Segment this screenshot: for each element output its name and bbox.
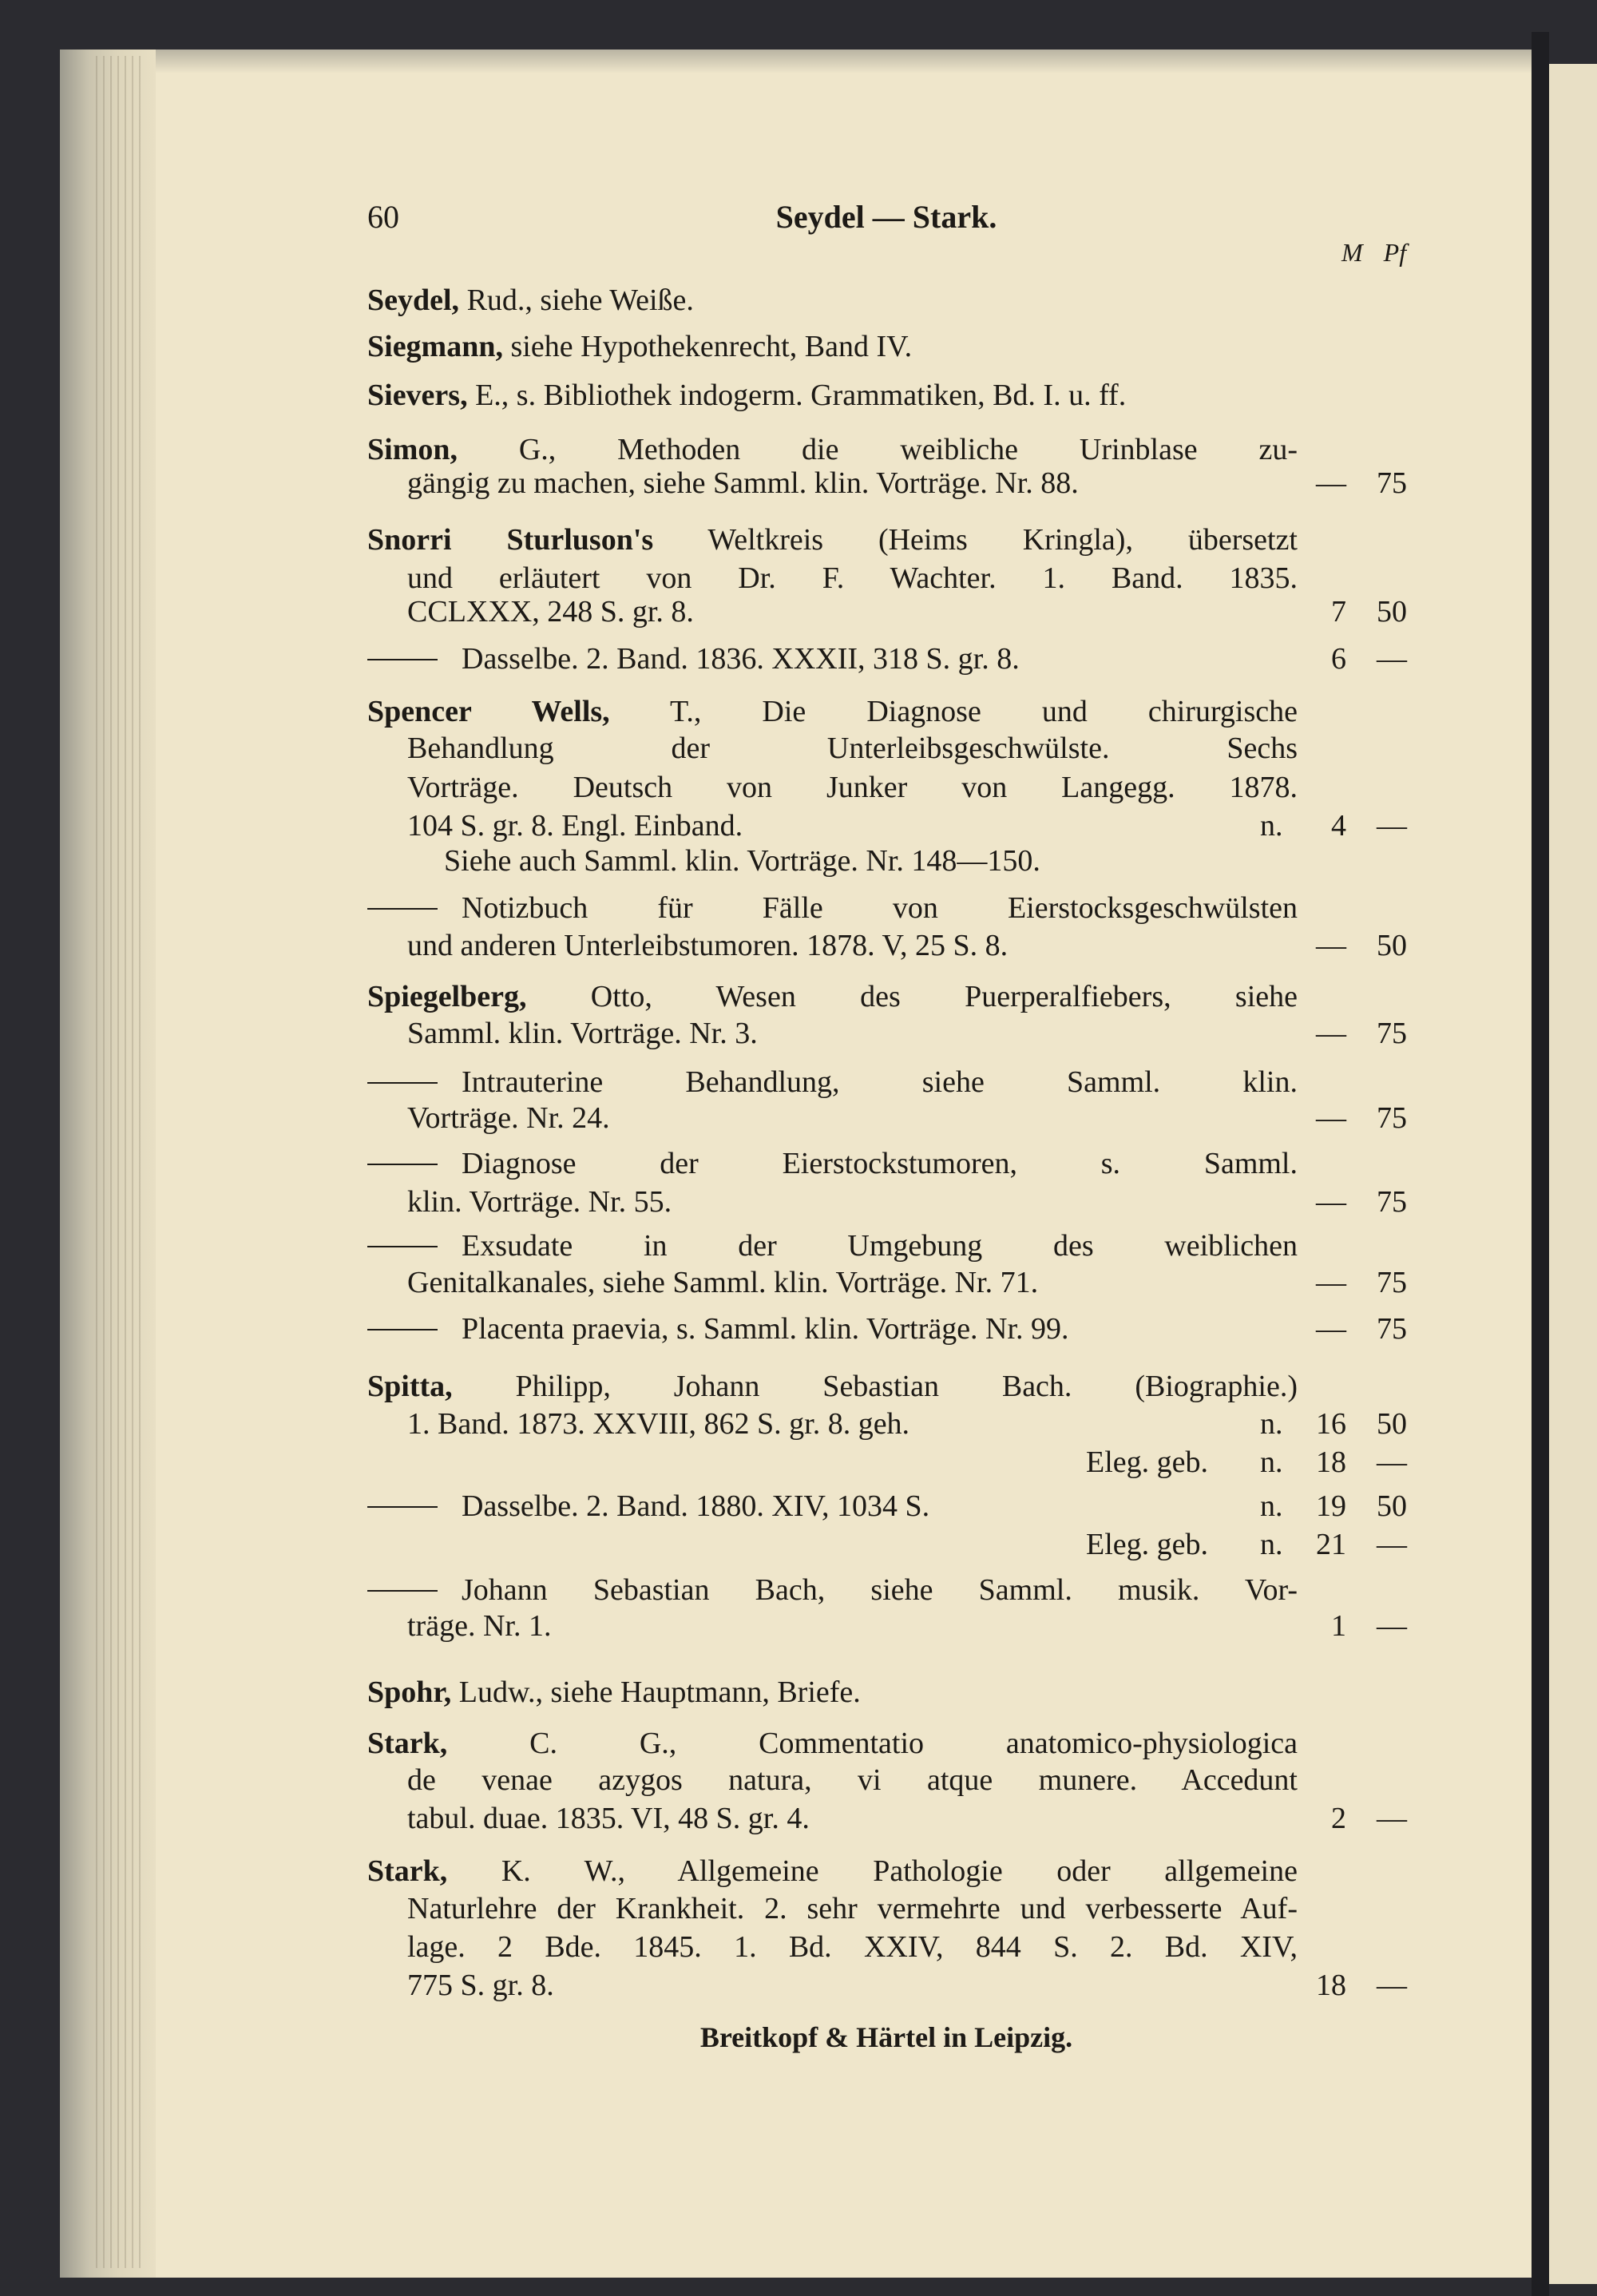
price-pfennig: 75: [1377, 1101, 1407, 1135]
entry-text: G., Methoden die weibliche Urinblase zu-: [457, 433, 1298, 466]
price-mark: 2: [1331, 1802, 1346, 1835]
entry-text: und anderen Unterleibstumoren. 1878. V, 25 S. 8.: [407, 929, 1009, 962]
entry-text: 1. Band. 1873. XXVIII, 862 S. gr. 8. geh.: [407, 1407, 910, 1441]
ditto-rule: [367, 1246, 438, 1247]
entry-text: träge. Nr. 1.: [407, 1609, 552, 1643]
line-text: [407, 1762, 1298, 1798]
entry-text: Johann Sebastian Bach, siehe Samml. musik. Vor-: [462, 1573, 1298, 1607]
entry-text: Placenta praevia, s. Samml. klin. Vorträge. Nr. 99.: [462, 1312, 1069, 1346]
line-text: [367, 377, 1298, 414]
line-text: [407, 1100, 1298, 1136]
line-text: [407, 1184, 1298, 1220]
line-text: [407, 1890, 1298, 1927]
entry-author: Spitta,: [367, 1370, 453, 1403]
line-text: [407, 1015, 1298, 1052]
price-mark: —: [1316, 466, 1346, 500]
line-text: [407, 1800, 1298, 1837]
entry-text: Genitalkanales, siehe Samml. klin. Vorträge. Nr. 71.: [407, 1266, 1039, 1299]
entry-author: Simon,: [367, 433, 458, 466]
price-mark: 18: [1316, 1445, 1346, 1479]
net-marker: n.: [1260, 809, 1283, 843]
line-text: [407, 593, 1298, 630]
price-mark: —: [1316, 1101, 1346, 1135]
line-text: [407, 927, 1298, 964]
line-text: [407, 769, 1298, 806]
net-marker: n.: [1260, 1489, 1283, 1523]
entry-text: Samml. klin. Vorträge. Nr. 3.: [407, 1017, 758, 1050]
price-mark: 7: [1331, 595, 1346, 629]
line-text: [462, 1488, 1298, 1525]
page-number: 60: [367, 199, 399, 235]
price-pfennig: 50: [1377, 1489, 1407, 1523]
entry-text: klin. Vorträge. Nr. 55.: [407, 1185, 672, 1219]
line-text: [407, 807, 1298, 844]
price-mark: 21: [1316, 1528, 1346, 1561]
price-pfennig: —: [1377, 809, 1407, 843]
price-pfennig: 75: [1377, 466, 1407, 500]
ditto-rule: [367, 908, 438, 910]
price-pfennig: 75: [1377, 1185, 1407, 1219]
price-mark: 16: [1316, 1407, 1346, 1441]
entry-author: Seydel,: [367, 284, 460, 317]
entry-author: Snorri Sturluson's: [367, 523, 654, 557]
entry-author: Stark,: [367, 1854, 448, 1888]
entry-text: C. G., Commentatio anatomico-physiologica: [447, 1727, 1298, 1760]
line-text: [407, 465, 1298, 502]
ditto-rule: [367, 1164, 438, 1165]
price-pfennig: —: [1377, 1969, 1407, 2002]
price-pfennig: 50: [1377, 595, 1407, 629]
entry-text: Eleg. geb.: [1086, 1445, 1209, 1479]
price-mark: —: [1316, 1185, 1346, 1219]
line-text: [367, 328, 1298, 365]
price-pfennig: —: [1377, 1445, 1407, 1479]
entry-text: E., s. Bibliothek indogerm. Grammatiken, Bd. I. u. ff.: [467, 379, 1127, 412]
line-text: [462, 1145, 1298, 1182]
entry-text: tabul. duae. 1835. VI, 48 S. gr. 4.: [407, 1802, 810, 1835]
entry-author: Stark,: [367, 1727, 448, 1760]
line-text: [462, 1572, 1298, 1608]
ditto-rule: [367, 1590, 438, 1592]
entry-text: Notizbuch für Fälle von Eierstocksgeschwülsten: [462, 891, 1298, 925]
line-text: [367, 1725, 1298, 1762]
line-text: [407, 1929, 1298, 1965]
line-text: [407, 1967, 1298, 2004]
price-pfennig: —: [1377, 642, 1407, 676]
entry-text: Philipp, Johann Sebastian Bach. (Biographie.): [452, 1370, 1298, 1403]
net-marker: n.: [1260, 1445, 1283, 1479]
ditto-rule: [367, 1329, 438, 1330]
line-text: [462, 1311, 1298, 1347]
facing-page-edge: [1549, 64, 1597, 2284]
entry-text: siehe Hypothekenrecht, Band IV.: [502, 330, 913, 363]
entry-text: und erläutert von Dr. F. Wachter. 1. Band. 1835.: [407, 561, 1298, 595]
entry-text: lage. 2 Bde. 1845. 1. Bd. XXIV, 844 S. 2. Bd. XIV,: [407, 1930, 1298, 1964]
price-pfennig: —: [1377, 1802, 1407, 1835]
entry-text: Vorträge. Deutsch von Junker von Langegg. 1878.: [407, 771, 1298, 804]
line-text: [407, 560, 1298, 597]
line-text: [367, 521, 1298, 558]
price-pfennig: —: [1377, 1528, 1407, 1561]
entry-author: Siegmann,: [367, 330, 503, 363]
entry-text: Eleg. geb.: [1086, 1528, 1209, 1561]
entry-text: Siehe auch Samml. klin. Vorträge. Nr. 148—150.: [444, 844, 1040, 878]
page-header: [367, 198, 1405, 238]
entry-text: 104 S. gr. 8. Engl. Einband.: [407, 809, 743, 843]
line-text: [462, 640, 1298, 677]
price-mark: —: [1316, 1266, 1346, 1299]
price-mark: —: [1316, 1017, 1346, 1050]
entry-author: Spencer Wells,: [367, 695, 610, 728]
entry-text: Otto, Wesen des Puerperalfiebers, siehe: [526, 980, 1298, 1013]
line-text: [1086, 1526, 1246, 1563]
price-mark: —: [1316, 929, 1346, 962]
entry-text: Vorträge. Nr. 24.: [407, 1101, 610, 1135]
line-text: [407, 730, 1298, 767]
line-text: [407, 1608, 1298, 1644]
book-gutter: [1532, 32, 1549, 2296]
entry-text: 775 S. gr. 8.: [407, 1969, 554, 2002]
entry-text: CCLXXX, 248 S. gr. 8.: [407, 595, 694, 629]
entry-author: Spohr,: [367, 1675, 452, 1709]
line-text: [367, 693, 1298, 730]
entry-text: de venae azygos natura, vi atque munere. Accedunt: [407, 1763, 1298, 1797]
line-text: [367, 1674, 1298, 1711]
ditto-rule: [367, 659, 438, 660]
entry-text: Diagnose der Eierstockstumoren, s. Samml.: [462, 1147, 1298, 1180]
line-text: [367, 978, 1298, 1015]
price-column-header: M Pf: [1341, 238, 1407, 267]
price-pfennig: 75: [1377, 1312, 1407, 1346]
line-text: [367, 282, 1298, 319]
entry-text: Naturlehre der Krankheit. 2. sehr vermehrte und verbesserte Auf-: [407, 1892, 1298, 1925]
price-pfennig: 50: [1377, 929, 1407, 962]
entry-text: gängig zu machen, siehe Samml. klin. Vorträge. Nr. 88.: [407, 466, 1079, 500]
line-text: [407, 1406, 1298, 1442]
line-text: [367, 431, 1298, 468]
line-text: [407, 1264, 1298, 1301]
line-text: [444, 843, 1298, 879]
price-pfennig: 50: [1377, 1407, 1407, 1441]
line-text: [367, 1368, 1298, 1405]
price-mark: 4: [1331, 809, 1346, 843]
running-head: Seydel — Stark.: [775, 199, 997, 235]
price-pfennig: 75: [1377, 1017, 1407, 1050]
price-mark: 6: [1331, 642, 1346, 676]
price-mark: 18: [1316, 1969, 1346, 2002]
line-text: [462, 1064, 1298, 1100]
entry-text: Intrauterine Behandlung, siehe Samml. klin.: [462, 1065, 1298, 1099]
net-marker: n.: [1260, 1528, 1283, 1561]
price-mark: 19: [1316, 1489, 1346, 1523]
entry-text: Dasselbe. 2. Band. 1836. XXXII, 318 S. gr. 8.: [462, 642, 1020, 676]
price-mark: —: [1316, 1312, 1346, 1346]
entry-text: Rud., siehe Weiße.: [459, 284, 694, 317]
line-text: [1086, 1444, 1246, 1481]
ditto-rule: [367, 1082, 438, 1084]
line-text: [462, 890, 1298, 926]
entry-text: K. W., Allgemeine Pathologie oder allgemeine: [447, 1854, 1298, 1888]
entry-author: Sievers,: [367, 379, 468, 412]
entry-text: Exsudate in der Umgebung des weiblichen: [462, 1229, 1298, 1263]
line-text: [367, 1853, 1298, 1890]
price-pfennig: 75: [1377, 1266, 1407, 1299]
price-mark: 1: [1331, 1609, 1346, 1643]
ditto-rule: [367, 1506, 438, 1508]
entry-text: Ludw., siehe Hauptmann, Briefe.: [451, 1675, 861, 1709]
entry-author: Spiegelberg,: [367, 980, 527, 1013]
entry-text: Weltkreis (Heims Kringla), übersetzt: [653, 523, 1298, 557]
net-marker: n.: [1260, 1407, 1283, 1441]
price-pfennig: —: [1377, 1609, 1407, 1643]
page-stack-edges: [96, 56, 144, 2268]
page-top-edge: [60, 50, 1537, 73]
line-text: [462, 1227, 1298, 1264]
entry-text: T., Die Diagnose und chirurgische: [609, 695, 1298, 728]
publisher-footer: Breitkopf & Härtel in Leipzig.: [699, 2021, 1073, 2053]
entry-text: Dasselbe. 2. Band. 1880. XIV, 1034 S.: [462, 1489, 930, 1523]
entry-text: Behandlung der Unterleibsgeschwülste. Sechs: [407, 732, 1298, 765]
